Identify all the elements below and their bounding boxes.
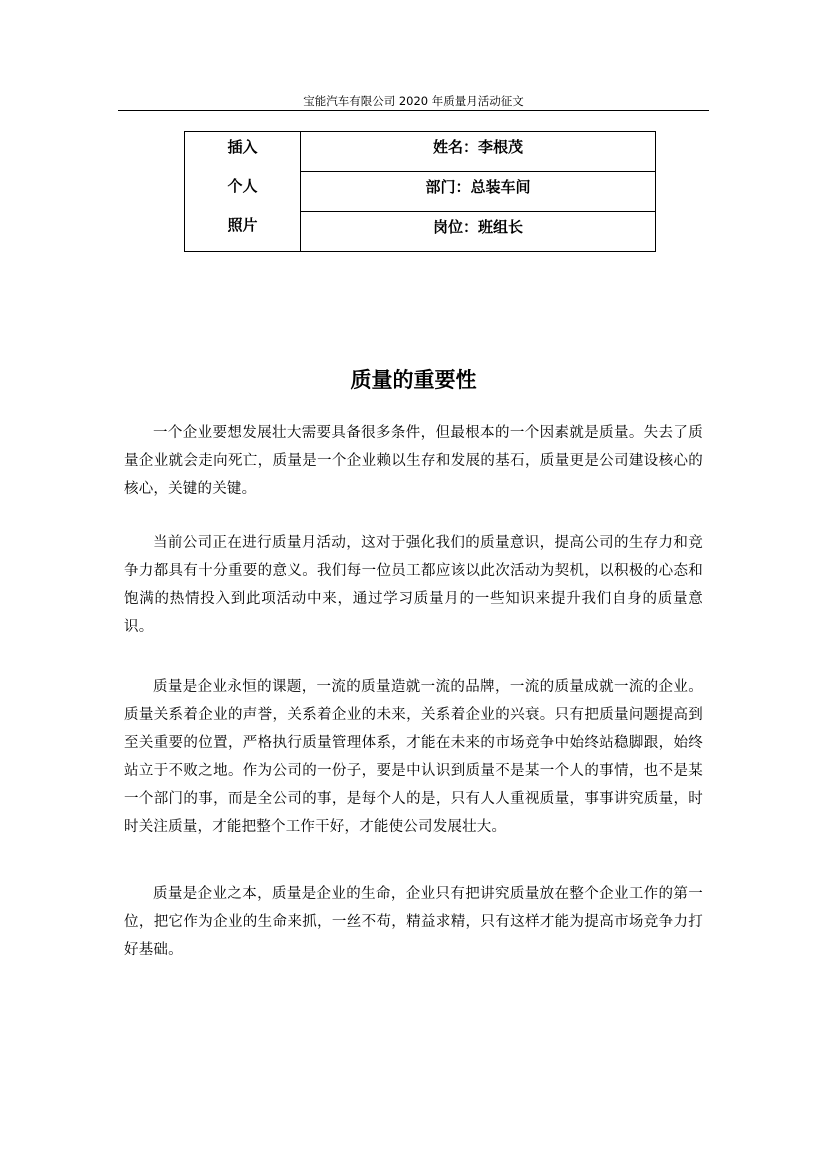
position-field: 岗位：班组长 [301, 212, 656, 252]
photo-placeholder-cell [185, 132, 301, 252]
personal-info-table [184, 131, 656, 252]
photo-label-line-1: 插入 [227, 138, 258, 156]
photo-label-line-2: 个人 [227, 177, 258, 195]
article-title: 质量的重要性 [350, 368, 477, 392]
article-paragraph-2: 当前公司正在进行质量月活动，这对于强化我们的质量意识，提高公司的生存力和竞争力都具有十分重要的意义。我们每一位员工都应该以此次活动为契机，以积极的心态和饱满的热情投入到此项活动中来，通过学习质量月的一些知识来提升我们自身的质量意识。 [124, 535, 703, 635]
article-paragraph-1: 一个企业要想发展壮大需要具备很多条件，但最根本的一个因素就是质量。失去了质量企业就会走向死亡，质量是一个企业赖以生存和发展的基石，质量更是公司建设核心的核心，关键的关键。 [124, 425, 703, 497]
name-field: 姓名：李根茂 [301, 132, 656, 172]
photo-label-line-3: 照片 [227, 216, 258, 234]
header-text: 宝能汽车有限公司 2020 年质量月活动征文 [303, 94, 524, 108]
article-paragraph-3: 质量是企业永恒的课题，一流的质量造就一流的品牌，一流的质量成就一流的企业。质量关系着企业的声誉，关系着企业的未来，关系着企业的兴衰。只有把质量问题提高到至关重要的位置，严格执行质量管理体系，才能在未来的市场竞争中始终站稳脚跟，始终站立于不败之地。作为公司的一份子，要是中认识到质量不是某一个人的事情，也不是某一个部门的事，而是全公司的事，是每个人的是，只有人人重视质量，事事讲究质量，时时关注质量，才能把整个工作干好，才能使公司发展壮大。 [124, 679, 703, 835]
page-header [118, 94, 709, 111]
department-field: 部门：总装车间 [301, 172, 656, 212]
article-paragraph-4: 质量是企业之本，质量是企业的生命，企业只有把讲究质量放在整个企业工作的第一位，把它作为企业的生命来抓，一丝不苟，精益求精，只有这样才能为提高市场竞争力打好基础。 [124, 886, 703, 958]
